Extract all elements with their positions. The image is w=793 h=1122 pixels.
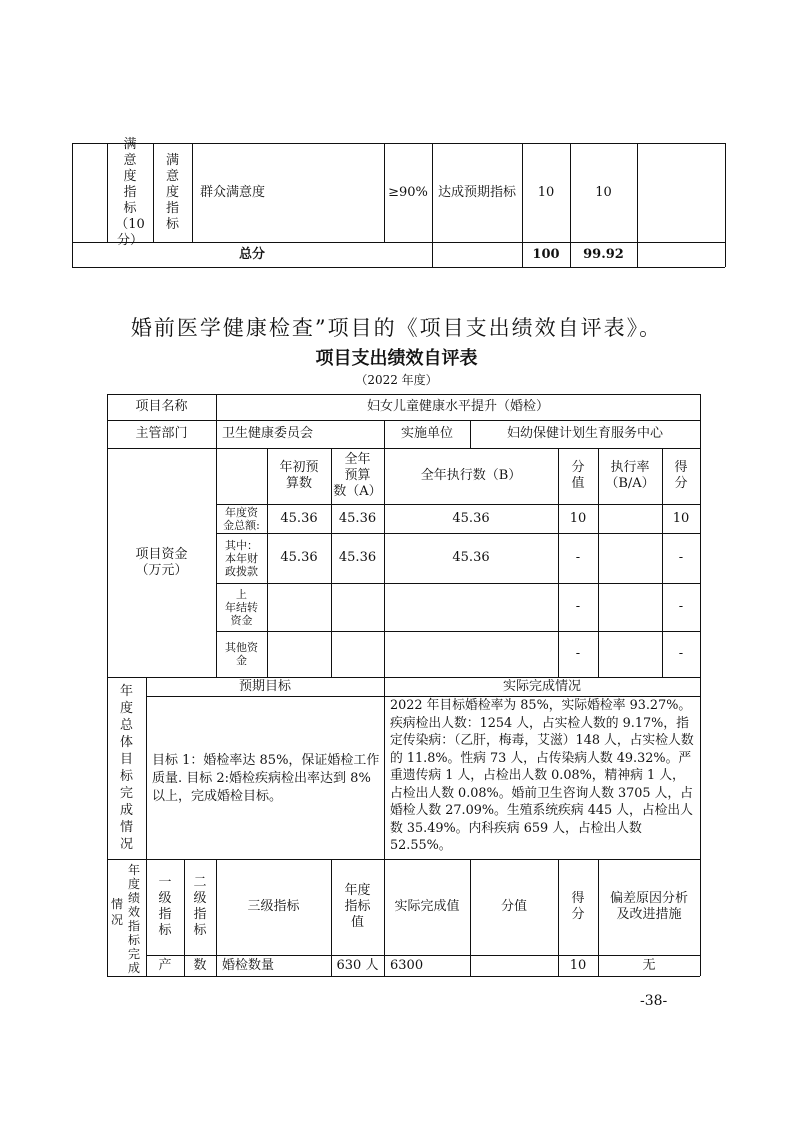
fund-row-score-value: - — [575, 646, 581, 661]
actual-completion-text: 2022 年目标婚检率为 85%，实际婚检率 93.27%。疾病检出人数：1254 人，占实检人数的 9.17%，指定传染病：（乙肝，梅毒，艾滋）148 人，占实检人数的 11.8%。性病 73 人，占传染病人数 49.32%。严重遗传病 1 人，占检出人数 0.08%，精神病 1 人，占检出人数 0.08%。婚前卫生咨询人数 3705 人，占婚检人数 27.09%。生殖系统疾病 445 人，占检出人数 35.49%。内科疾病 659 人，占检出人数 52.55%。 — [390, 698, 694, 853]
fund-row-score: - — [678, 646, 684, 661]
fund-row-executed: 45.36 — [452, 550, 490, 565]
fund-row-score-value: - — [575, 599, 581, 614]
perf-label-b: 情 况 — [110, 897, 123, 927]
fund-row-annual: 45.36 — [338, 550, 377, 565]
form-title: 项目支出绩效自评表 — [315, 348, 478, 369]
top-indicator: 群众满意度 — [200, 184, 266, 200]
actual-completion-header: 实际完成情况 — [502, 678, 581, 694]
perf-header-deviation: 偏差原因分析 及改进措施 — [609, 891, 688, 922]
top-target: ≥90% — [388, 184, 428, 200]
perf-header-actual-value: 实际完成值 — [394, 899, 460, 914]
page-number: -38- — [640, 993, 668, 1009]
project-name-label: 项目名称 — [135, 399, 188, 414]
fund-row-annual — [331, 583, 384, 631]
dept-value: 卫生健康委员会 — [222, 426, 314, 441]
perf-header-score-value: 分值 — [500, 899, 527, 914]
total-label: 总分 — [238, 246, 265, 262]
perf-row-actual-value: 6300 — [390, 957, 424, 973]
fund-row-executed — [384, 583, 558, 631]
fund-row-initial — [267, 583, 331, 631]
fund-row-label: 其中： 本年财 政拨款 — [225, 538, 258, 578]
fund-row-score-value: - — [575, 550, 581, 565]
fund-row-executed: 45.36 — [452, 510, 490, 526]
top-level2-label: 满 意 度 指 标 — [165, 152, 179, 232]
perf-header-level1: 一 级 指 标 — [158, 875, 172, 938]
fund-row-score: 10 — [672, 510, 690, 526]
fund-row-score: - — [678, 599, 684, 614]
perf-row-deviation: 无 — [642, 957, 656, 973]
perf-header-level3: 三级指标 — [247, 899, 300, 914]
header-score: 得 分 — [674, 460, 688, 491]
perf-header-annual-value: 年度 指标 值 — [344, 883, 371, 930]
perf-row-level1: 产 — [158, 957, 172, 973]
fund-row-label: 上 年结转 资金 — [225, 587, 258, 627]
header-annual-budget: 全年 预算 数（A） — [333, 452, 382, 499]
perf-row-level3: 婚检数量 — [222, 957, 275, 973]
total-score: 99.92 — [583, 246, 624, 262]
perf-header-level2: 二 级 指 标 — [193, 875, 207, 938]
fund-row-score-value: 10 — [569, 510, 587, 526]
funds-label: 项目资金 （万元） — [135, 546, 188, 578]
section-heading: 婚前医学健康检查”项目的《项目支出绩效自评表》。 — [130, 316, 663, 340]
expected-goal-header: 预期目标 — [238, 678, 291, 694]
fund-row-score: - — [678, 550, 684, 565]
fund-row-rate — [598, 533, 662, 583]
perf-label-a: 年 度 绩 效 指 标 完 成 — [127, 862, 140, 975]
perf-row-score: 10 — [569, 957, 587, 973]
top-score: 10 — [595, 184, 612, 200]
expected-goal-text: 目标 1：婚检率达 85%，保证婚检工作质量. 目标 2:婚检疾病检出率达到 8%以上，完成婚检目标。 — [152, 753, 380, 804]
perf-header-score: 得 分 — [571, 891, 585, 922]
header-rate: 执行率 （B/A） — [605, 460, 655, 491]
top-level1-label: 满 意 度 指 标 （10 分） — [115, 136, 145, 248]
fund-row-annual — [331, 631, 384, 677]
total-value: 100 — [532, 246, 560, 262]
top-actual: 达成预期指标 — [437, 184, 516, 200]
fund-row-annual: 45.36 — [338, 510, 377, 526]
fund-row-initial — [267, 631, 331, 677]
impl-value: 妇幼保健计划生育服务中心 — [506, 426, 663, 441]
header-initial-budget: 年初预 算数 — [279, 460, 319, 491]
fund-row-label: 其他资 金 — [225, 641, 258, 667]
impl-label: 实施单位 — [400, 426, 453, 441]
overall-goals-label: 年 度 总 体 目 标 完 成 情 况 — [119, 684, 133, 852]
fund-row-rate — [598, 631, 662, 677]
perf-row-level2: 数 — [193, 957, 207, 973]
fund-row-label: 年度资 金总额: — [223, 505, 260, 532]
perf-row-annual-value: 630 人 — [336, 957, 379, 973]
perf-row-score-value — [470, 955, 558, 976]
fund-row-executed — [384, 631, 558, 677]
form-year: （2022 年度） — [355, 373, 438, 387]
header-score-value: 分 值 — [571, 460, 585, 491]
fund-row-rate — [598, 583, 662, 631]
project-name: 妇女儿童健康水平提升（婚检） — [366, 399, 549, 414]
top-score-value: 10 — [537, 184, 555, 200]
header-executed: 全年执行数（B） — [420, 468, 522, 483]
dept-label: 主管部门 — [135, 426, 188, 441]
fund-row-rate — [598, 504, 662, 533]
fund-row-initial: 45.36 — [280, 550, 318, 565]
fund-row-initial: 45.36 — [280, 510, 318, 526]
